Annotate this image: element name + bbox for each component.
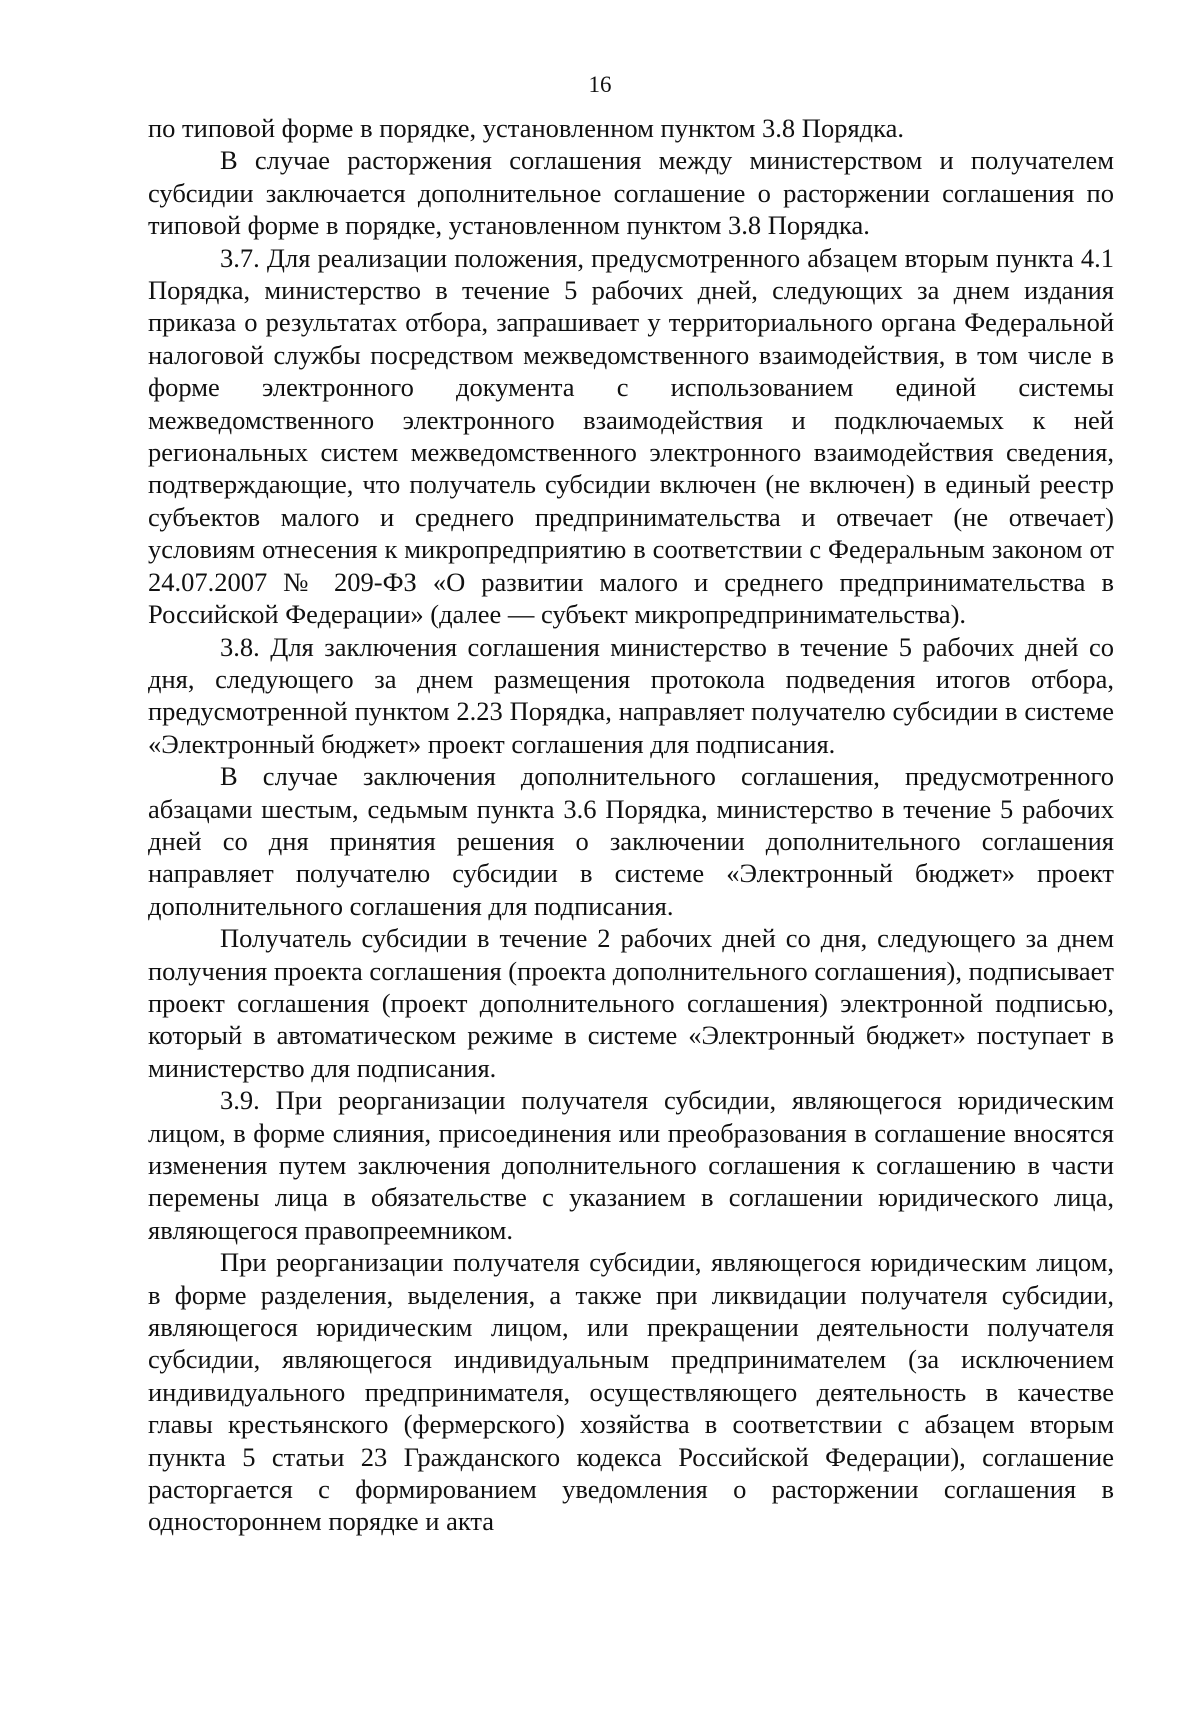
- paragraph-reorganization: При реорганизации получателя субсидии, являющегося юридическим лицом, в форме разделения, выделения, а также при ликвидации получателя субсидии, являющегося юридическим лицом, или прекращении деятельности получателя субсидии, являющегося индивидуальным предпринимателем (за исключением индивидуального предпринимателя, осуществляющего деятельность в качестве главы крестьянского (фермерского) хозяйства в соответствии с абзацем вторым пункта 5 статьи 23 Гражданского кодекса Российской Федерации), соглашение расторгается с формированием уведомления о расторжении соглашения в одностороннем порядке и акта: [148, 1247, 1114, 1537]
- page-number: 16: [588, 72, 612, 97]
- paragraph-3-8: 3.8. Для заключения соглашения министерство в течение 5 рабочих дней со дня, следующего за днем размещения протокола подведения итогов отбора, предусмотренной пунктом 2.23 Порядка, направляет получателю субсидии в системе «Электронный бюджет» проект соглашения для подписания.: [148, 631, 1114, 759]
- paragraph-3-7: 3.7. Для реализации положения, предусмотренного абзацем вторым пункта 4.1 Порядка, министерство в течение 5 рабочих дней, следующих за днем издания приказа о результатах отбора, запрашивает у территориального органа Федеральной налоговой службы посредством межведомственного взаимодействия, в том числе в форме электронного документа с использованием единой системы межведомственного электронного взаимодействия и подключаемых к ней региональных систем межведомственного электронного взаимодействия сведения, подтверждающие, что получатель субсидии включен (не включен) в единый реестр субъектов малого и среднего предпринимательства и отвечает (не отвечает) условиям отнесения к микропредприятию в соответствии с Федеральным законом от 24.07.2007 № 209-ФЗ «О развитии малого и среднего предпринимательства в Российской Федерации» (далее — субъект микропредпринимательства).: [148, 242, 1114, 630]
- document-body: [148, 112, 1114, 1538]
- paragraph-termination: В случае расторжения соглашения между министерством и получателем субсидии заключается дополнительное соглашение о расторжении соглашения по типовой форме в порядке, установленном пунктом 3.8 Порядка.: [148, 145, 1114, 241]
- paragraph-additional-agreement: В случае заключения дополнительного соглашения, предусмотренного абзацами шестым, седьмым пункта 3.6 Порядка, министерство в течение 5 рабочих дней со дня принятия решения о заключении дополнительного соглашения направляет получателю субсидии в системе «Электронный бюджет» проект дополнительного соглашения для подписания.: [148, 761, 1114, 921]
- paragraph-recipient-signing: Получатель субсидии в течение 2 рабочих дней со дня, следующего за днем получения проекта соглашения (проекта дополнительного соглашения), подписывает проект соглашения (проект дополнительного соглашения) электронной подписью, который в автоматическом режиме в системе «Электронный бюджет» поступает в министерство для подписания.: [148, 923, 1114, 1083]
- paragraph-3-9: 3.9. При реорганизации получателя субсидии, являющегося юридическим лицом, в форме слияния, присоединения или преобразования в соглашение вносятся изменения путем заключения дополнительного соглашения к соглашению в части перемены лица в обязательстве с указанием в соглашении юридического лица, являющегося правопреемником.: [148, 1085, 1114, 1245]
- paragraph-continuation: по типовой форме в порядке, установленном пунктом 3.8 Порядка.: [148, 113, 904, 143]
